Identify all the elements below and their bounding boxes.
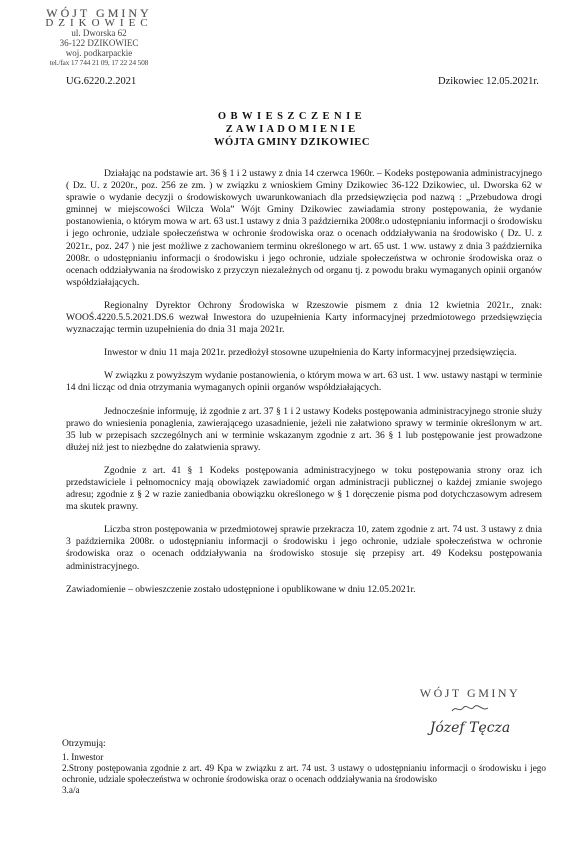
recipient-item: 2.Strony postępowania zgodnie z art. 49 Kpa w związku z art. 74 ust. 3 ustawy o udostępnianiu informacji o środowisku i jego ochronie, udziale społeczeństwa w ochronie środowiska oraz o ocenach oddziaływania na środowisko [62, 762, 546, 784]
signatory-name: Józef Tęcza [429, 720, 511, 736]
title-zawiadomienie: ZAWIADOMIENIE [225, 124, 359, 135]
paragraph-5: Jednocześnie informuję, iż zgodnie z art. 37 § 1 i 2 ustawy Kodeks postępowania administracyjnego stronie służy prawo do wniesienia ponaglenia, zawierającego uzasadnienie, jeżeli nie załatwiono sprawy w terminie określonym w art. 35 lub w przepisach szczególnych ani w terminie wskazanym zgodnie z art. 36 § 1 lub postępowanie jest prowadzone dłużej niż jest to niezbędne do załatwienia sprawy. [66, 405, 542, 453]
closing-statement: Zawiadomienie – obwieszczenie zostało udostępnione i opublikowane w dniu 12.05.2021r. [66, 583, 416, 595]
document-body [66, 168, 542, 607]
stamp-line-title: WÓJT GMINY [46, 6, 152, 20]
reference-number: UG.6220.2.2021 [66, 76, 137, 87]
stamp-line-postcode: 36-122 DZIKOWIEC [59, 38, 139, 48]
stamp-line-voivodeship: woj. podkarpackie [65, 48, 133, 58]
recipients-list [62, 738, 546, 796]
paragraph-3: Inwestor w dniu 11 maja 2021r. przedłożył stosowne uzupełnienia do Karty informacyjnej przedsięwzięcia. [104, 347, 517, 359]
signature-scribble-icon [450, 703, 490, 715]
signature-block [400, 686, 540, 736]
signature-title: WÓJT GMINY [419, 686, 521, 700]
title-obwieszczenie: OBWIESZCZENIE [217, 111, 367, 122]
paragraph-6: Zgodnie z art. 41 § 1 Kodeks postępowania administracyjnego w toku postępowania strony oraz ich przedstawiciele i pełnomocnicy mają obowiązek zawiadomić organ administracji publicznej o każdej zmianie swojego adresu; zgodnie z § 2 w razie zaniedbania obowiązku określonego w § 1 doręczenie pisma pod dotychczasowym adresem ma skutek prawny. [66, 464, 542, 513]
paragraph-4: W związku z powyższym wydanie postanowienia, o którym mowa w art. 63 ust. 1 ww. ustawy nastąpi w terminie 14 dni licząc od dnia otrzymania wymaganych opinii organów współdziałających. [66, 370, 542, 394]
paragraph-7: Liczba stron postępowania w przedmiotowej sprawie przekracza 10, zatem zgodnie z art. 74 ust. 3 ustawy z dnia 3 października 2008r. o udostępnianiu informacji o środowisku i jego ochronie, udziale społeczeństwa w ochronie środowiska oraz o ocenach oddziaływania na środowisko stosuje się przepisy art. 49 Kodeksu postępowania administracyjnego. [66, 524, 542, 572]
stamp-line-street: ul. Dworska 62 [71, 28, 127, 38]
document-titles [0, 110, 584, 149]
stamp-line-name: DZIKOWIEC [45, 17, 153, 29]
recipients-heading: Otrzymują: [62, 738, 106, 749]
stamp-line-phone: tel./fax 17 744 21 09, 17 22 24 508 [49, 58, 149, 67]
recipient-item: 3.a/a [62, 784, 80, 795]
title-issuer: WÓJTA GMINY DZIKOWIEC [213, 137, 371, 148]
office-stamp [14, 8, 184, 68]
paragraph-2: Regionalny Dyrektor Ochrony Środowiska w Rzeszowie pismem z dnia 12 kwietnia 2021r., znak: WOOŚ.4220.5.5.2021.DS.6 wezwał Inwestora do uzupełnienia Karty informacyjnej przedmiotowego przedsięwzięcia wyznaczając termin uzupełnienia do dnia 31 maja 2021r. [66, 299, 542, 336]
place-and-date: Dzikowiec 12.05.2021r. [438, 76, 539, 87]
recipient-item: 1. Inwestor [62, 751, 104, 762]
paragraph-1: Działając na podstawie art. 36 § 1 i 2 ustawy z dnia 14 czerwca 1960r. – Kodeks postępowania administracyjnego ( Dz. U. z 2020r., poz. 256 ze zm. ) w związku z wnioskiem Gminy Dzikowiec 36-122 Dzikowiec, ul. Dworska 62 w sprawie o wydanie decyzji o środowiskowych uwarunkowaniach dla przedsięwzięcia pod nazwą : „Przebudowa drogi gminnej w miejscowości Wilcza Wola” Wójt Gminy Dzikowiec zawiadamia strony postępowania, że wydanie postanowienia, o którym mowa w art. 63 ust.1 ustawy z dnia 3 października 2008r.o udostępnianiu informacji o środowisku i jego ochronie, udziale społeczeństwa w ochronie środowiska oraz o ocenach oddziaływania na środowisko ( Dz. U. z 2021r., poz. 247 ) nie jest możliwe z zachowaniem terminu określonego w art. 65 ust. 1 ww. ustawy z dnia 3 października 2008r. o udostępnianiu informacji o środowisku i jego ochronie, udziale społeczeństwa w ochronie środowiska oraz o ocenach oddziaływania na środowisko z przyczyn niezależnych od organu tj. z powodu braku wymaganych opinii organów współdziałających. [66, 168, 542, 288]
